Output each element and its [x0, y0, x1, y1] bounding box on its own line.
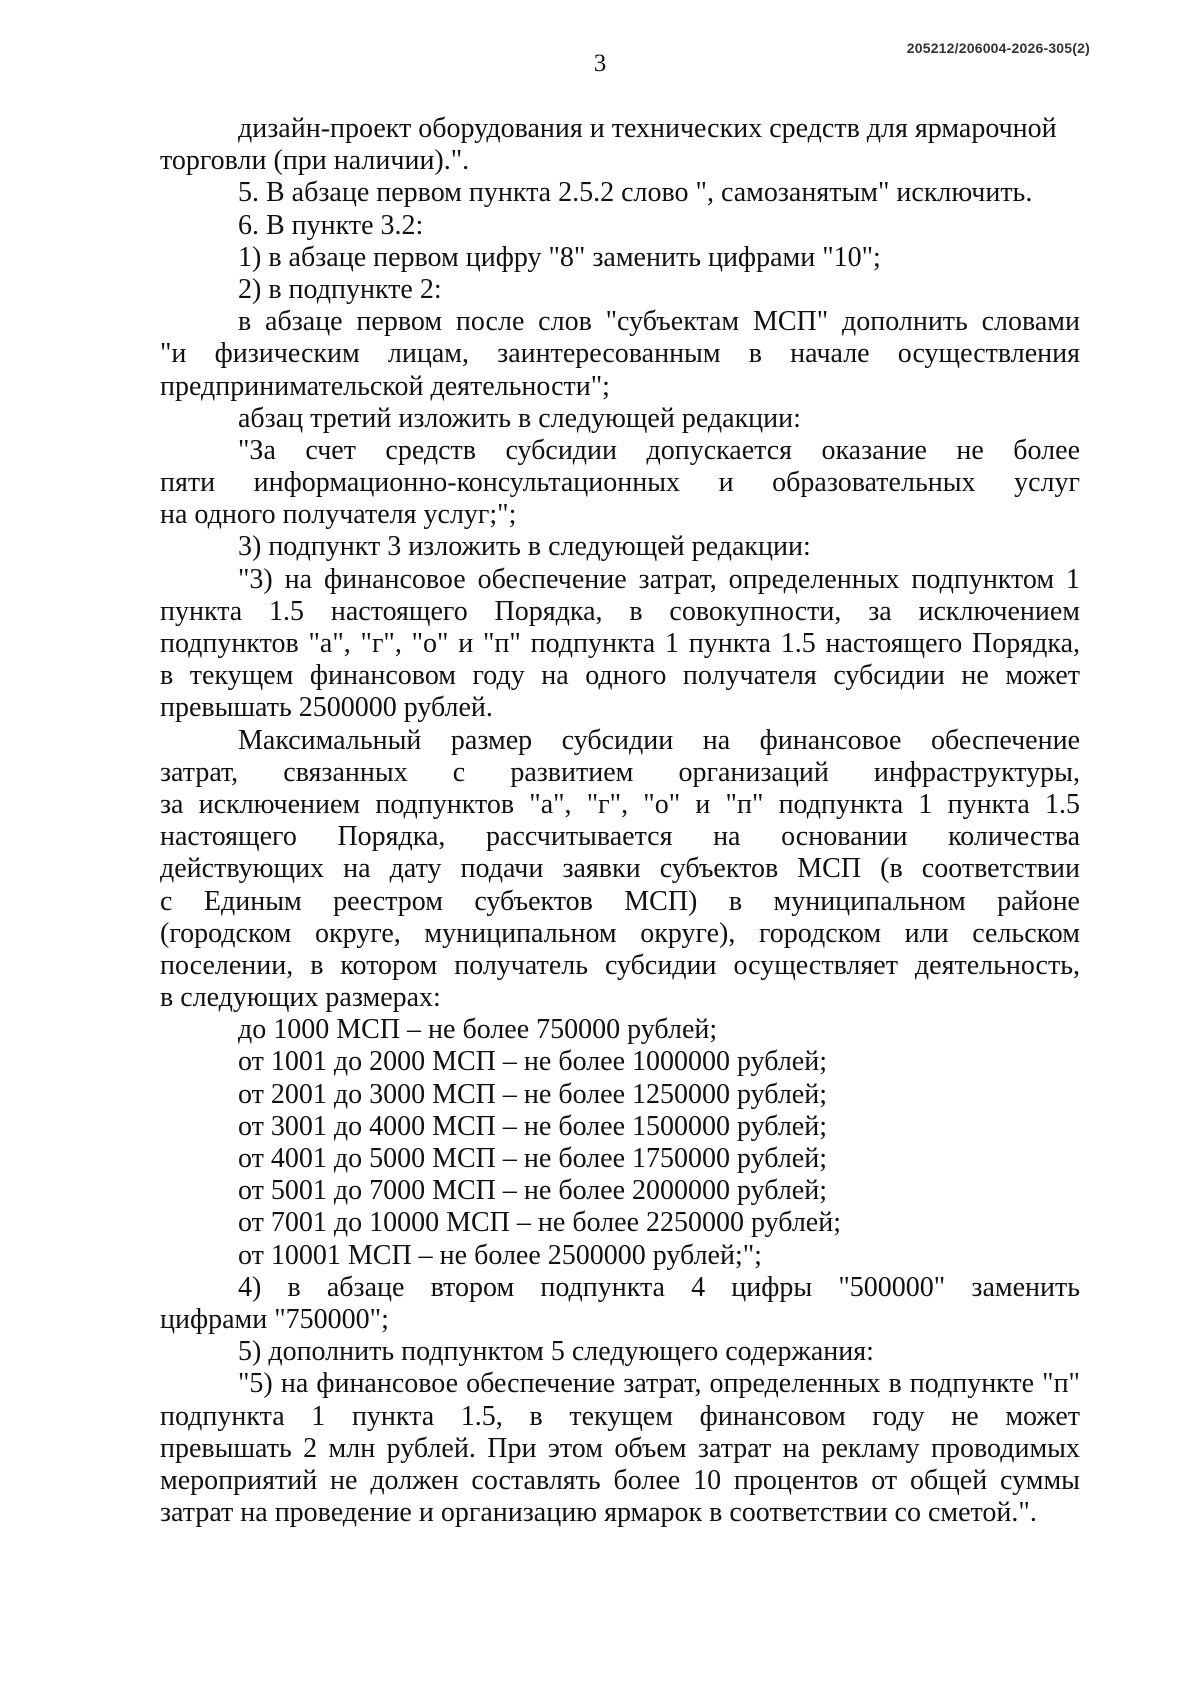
text-line: настоящего Порядка, рассчитывается на основании количества	[160, 821, 1080, 853]
text-line: цифрами "750000";	[160, 1303, 389, 1335]
text-line: затрат, связанных с развитием организаций инфраструктуры,	[160, 756, 1080, 788]
text-line: от 7001 до 10000 МСП – не более 2250000 рублей;	[238, 1207, 841, 1239]
text-line: от 10001 МСП – не более 2500000 рублей;";	[238, 1239, 762, 1271]
page-number: 3	[593, 50, 607, 77]
text-line: в следующих размерах:	[160, 982, 441, 1014]
text-line: от 2001 до 3000 МСП – не более 1250000 рублей;	[238, 1078, 827, 1110]
text-line: предпринимательской деятельности";	[160, 370, 610, 402]
text-line: дизайн-проект оборудования и технических средств для ярмарочной	[238, 113, 1057, 144]
text-line: "3) на финансовое обеспечение затрат, определенных подпунктом 1	[238, 563, 1080, 595]
text-line: мероприятий не должен составлять более 10 процентов от общей суммы	[160, 1464, 1080, 1496]
text-line: 3) подпункт 3 изложить в следующей редакции:	[238, 531, 811, 563]
text-line: 2) в подпункте 2:	[238, 273, 442, 305]
text-line: (городском округе, муниципальном округе), городском или сельском	[160, 917, 1080, 949]
text-line: в абзаце первом после слов "субъектам МСП" дополнить словами	[238, 306, 1080, 338]
text-line: затрат на проведение и организацию ярмарок в соответствии со сметой.".	[160, 1497, 1037, 1529]
text-line: "За счет средств субсидии допускается оказание не более	[238, 434, 1080, 466]
text-line: от 1001 до 2000 МСП – не более 1000000 рублей;	[238, 1046, 827, 1078]
text-line: от 3001 до 4000 МСП – не более 1500000 рублей;	[238, 1110, 827, 1142]
text-line: 6. В пункте 3.2:	[238, 209, 424, 241]
text-line: 5) дополнить подпунктом 5 следующего содержания:	[238, 1336, 874, 1368]
text-line: за исключением подпунктов "а", "г", "о" и "п" подпункта 1 пункта 1.5	[160, 788, 1080, 820]
text-line: "и физическим лицам, заинтересованным в начале осуществления	[160, 338, 1080, 370]
text-line: действующих на дату подачи заявки субъектов МСП (в соответствии	[160, 853, 1080, 885]
document-code: 205212/206004-2026-305(2)	[906, 40, 1090, 56]
text-line: превышать 2 млн рублей. При этом объем затрат на рекламу проводимых	[160, 1432, 1080, 1464]
text-line: подпункта 1 пункта 1.5, в текущем финансовом году не может	[160, 1400, 1080, 1432]
text-line: поселении, в котором получатель субсидии осуществляет деятельность,	[160, 949, 1080, 981]
text-line: от 5001 до 7000 МСП – не более 2000000 рублей;	[238, 1175, 827, 1207]
text-line: абзац третий изложить в следующей редакции:	[238, 402, 801, 434]
document-body	[160, 113, 1080, 1529]
text-line: 1) в абзаце первом цифру "8" заменить цифрами "10";	[238, 241, 881, 273]
text-line: до 1000 МСП – не более 750000 рублей;	[238, 1014, 718, 1046]
text-line: подпунктов "а", "г", "о" и "п" подпункта 1 пункта 1.5 настоящего Порядка,	[160, 628, 1080, 659]
text-line: 5. В абзаце первом пункта 2.5.2 слово ", самозанятым" исключить.	[238, 177, 1033, 209]
text-line: пункта 1.5 настоящего Порядка, в совокупности, за исключением	[160, 595, 1080, 627]
text-line: на одного получателя услуг;";	[160, 499, 517, 531]
text-line: 4) в абзаце втором подпункта 4 цифры "500000" заменить	[238, 1271, 1080, 1303]
text-line: пяти информационно-консультационных и образовательных услуг	[160, 467, 1080, 499]
text-line: в текущем финансовом году на одного получателя субсидии не может	[160, 660, 1080, 692]
text-line: от 4001 до 5000 МСП – не более 1750000 рублей;	[238, 1143, 827, 1174]
text-line: Максимальный размер субсидии на финансовое обеспечение	[238, 724, 1080, 756]
text-line: превышать 2500000 рублей.	[160, 692, 493, 724]
text-line: "5) на финансовое обеспечение затрат, определенных в подпункте "п"	[238, 1368, 1080, 1400]
text-line: торговли (при наличии).".	[160, 145, 470, 177]
text-line: с Единым реестром субъектов МСП) в муниципальном районе	[160, 885, 1080, 917]
